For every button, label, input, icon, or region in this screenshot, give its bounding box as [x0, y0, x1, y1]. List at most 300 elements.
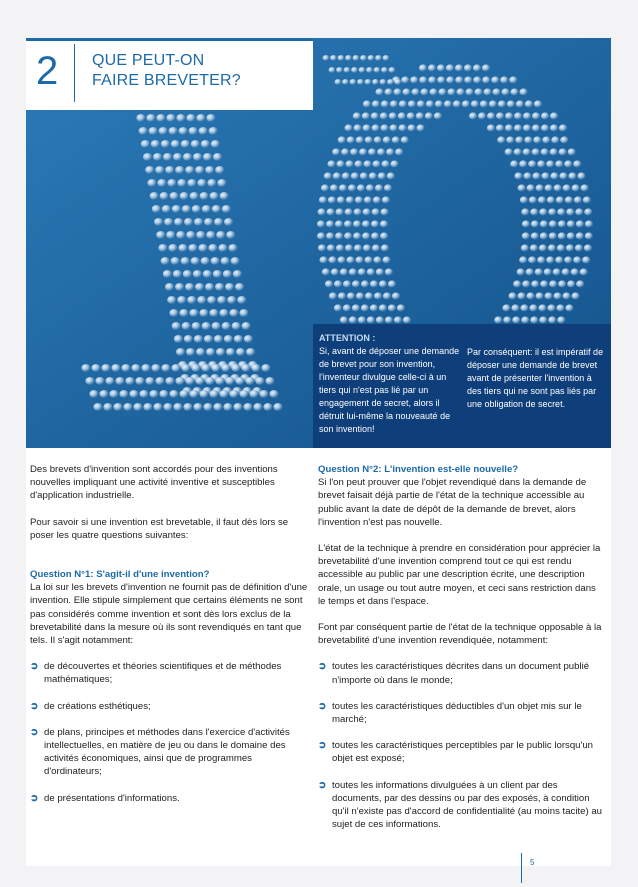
digit-bead [417, 100, 425, 107]
digit-bead [163, 153, 172, 161]
digit-bead [385, 316, 393, 323]
digit-bead [419, 76, 427, 83]
digit-bead [482, 76, 490, 83]
digit-bead [89, 390, 98, 398]
digit-bead [374, 292, 382, 299]
digit-bead [81, 364, 90, 372]
digit-bead [529, 196, 537, 203]
digit-bead [184, 218, 193, 226]
digit-bead [212, 322, 221, 330]
digit-bead [357, 184, 365, 191]
digit-bead [344, 208, 352, 215]
digit-bead [547, 196, 555, 203]
digit-bead [340, 316, 348, 323]
digit-bead [214, 335, 223, 343]
digit-bead [335, 232, 343, 239]
digit-bead [362, 220, 370, 227]
digit-bead [381, 67, 388, 73]
arrow-icon: ➲ [30, 792, 39, 804]
digit-bead [557, 316, 565, 323]
digit-bead [550, 124, 558, 131]
digit-bead [446, 76, 454, 83]
digit-bead [213, 153, 222, 161]
digit-bead [353, 112, 361, 119]
digit-bead [576, 232, 584, 239]
digit-bead [145, 377, 154, 385]
digit-bead [235, 283, 244, 291]
digit-bead [532, 124, 540, 131]
digit-bead [155, 166, 164, 174]
digit-bead [567, 280, 575, 287]
digit-bead [572, 184, 580, 191]
digit-bead [328, 196, 336, 203]
digit-bead [535, 268, 543, 275]
digit-bead [213, 270, 222, 278]
digit-bead [185, 166, 194, 174]
digit-bead [211, 364, 220, 372]
digit-bead [198, 244, 207, 252]
digit-bead [437, 64, 445, 71]
digit-bead [577, 172, 585, 179]
arrow-icon: ➲ [318, 700, 327, 712]
digit-bead [549, 280, 557, 287]
digit-bead [329, 292, 337, 299]
digit-bead [163, 403, 172, 411]
digit-bead [338, 292, 346, 299]
digit-bead [502, 304, 510, 311]
digit-bead [478, 112, 486, 119]
digit-bead [189, 390, 198, 398]
digit-bead [154, 218, 163, 226]
digit-bead [194, 335, 203, 343]
digit-bead [375, 184, 383, 191]
digit-bead [541, 112, 549, 119]
digit-bead [382, 256, 390, 263]
digit-bead [269, 390, 278, 398]
digit-bead [527, 184, 535, 191]
digit-bead [232, 322, 241, 330]
digit-bead [166, 231, 175, 239]
digit-bead [473, 76, 481, 83]
digit-bead [526, 268, 534, 275]
intro-paragraph: Des brevets d'invention sont accordés pour des inventions nouvelles impliquant une activité inventive et susceptibles d'application industrielle. [30, 464, 278, 502]
digit-bead [323, 55, 330, 61]
digit-bead [352, 280, 360, 287]
digit-bead [473, 64, 481, 71]
digit-bead [368, 55, 375, 61]
digit-bead [374, 136, 382, 143]
arrow-icon: ➲ [318, 740, 327, 752]
digit-bead [344, 220, 352, 227]
digit-bead [205, 283, 214, 291]
digit-bead [223, 270, 232, 278]
digit-bead [334, 304, 342, 311]
digit-bead [179, 127, 188, 135]
digit-bead [235, 377, 244, 385]
digit-bead [542, 136, 550, 143]
digit-bead [331, 268, 339, 275]
digit-bead [384, 88, 392, 95]
digit-bead [339, 184, 347, 191]
digit-bead [519, 88, 527, 95]
digit-bead [321, 184, 329, 191]
digit-bead [156, 114, 165, 122]
digit-bead [521, 208, 529, 215]
top-margin-strip [26, 18, 611, 38]
digit-bead [518, 184, 526, 191]
digit-bead [342, 79, 349, 85]
digit-bead [377, 148, 385, 155]
digit-bead [568, 148, 576, 155]
digit-bead [330, 184, 338, 191]
digit-bead [347, 292, 355, 299]
digit-bead [226, 231, 235, 239]
digit-bead [514, 148, 522, 155]
digit-bead [206, 114, 215, 122]
digit-bead [156, 231, 165, 239]
digit-bead [563, 184, 571, 191]
digit-bead [534, 100, 542, 107]
digit-bead [158, 244, 167, 252]
digit-bead [239, 309, 248, 317]
digit-bead [186, 114, 195, 122]
digit-bead [194, 218, 203, 226]
digit-bead [420, 88, 428, 95]
digit-bead [387, 172, 395, 179]
digit-bead [559, 172, 567, 179]
digit-bead [494, 316, 502, 323]
digit-bead [189, 127, 198, 135]
list-item: ➲ toutes les informations divulguées à un client par des documents, par des dessins ou par des exposés, à condition qu'il n'existe pas d'accord de confidentialité (au moins tacite) au sujet de ces informations. [318, 779, 603, 831]
digit-bead [186, 231, 195, 239]
digit-bead [471, 100, 479, 107]
arrow-icon: ➲ [318, 779, 327, 791]
digit-bead [358, 316, 366, 323]
intro-paragraph-2: Pour savoir si une invention est brevetable, il faut dès lors se poser les quatre questions suivantes: [30, 516, 289, 541]
digit-bead [548, 316, 556, 323]
digit-bead [397, 304, 405, 311]
digit-bead [497, 136, 505, 143]
digit-bead [550, 112, 558, 119]
question-1-heading: Question N°1: S'agit-il d'une invention? [30, 569, 210, 581]
digit-bead [152, 205, 161, 213]
digit-bead [209, 127, 218, 135]
digit-bead [556, 304, 564, 311]
digit-bead [483, 88, 491, 95]
digit-bead [167, 296, 176, 304]
digit-bead [101, 364, 110, 372]
digit-bead [338, 55, 345, 61]
digit-bead [571, 292, 579, 299]
digit-bead [191, 364, 200, 372]
digit-bead [219, 390, 228, 398]
digit-bead [125, 377, 134, 385]
digit-bead [515, 136, 523, 143]
digit-bead [318, 244, 326, 251]
digit-bead [390, 100, 398, 107]
digit-bead [367, 268, 375, 275]
digit-bead [338, 136, 346, 143]
digit-bead [531, 232, 539, 239]
digit-bead [562, 268, 570, 275]
digit-bead [566, 208, 574, 215]
digit-bead [357, 79, 364, 85]
digit-bead [540, 232, 548, 239]
digit-bead [136, 114, 145, 122]
digit-bead [225, 283, 234, 291]
digit-bead [335, 220, 343, 227]
digit-bead [367, 316, 375, 323]
digit-bead [165, 377, 174, 385]
digit-bead [393, 88, 401, 95]
digit-bead [197, 179, 206, 187]
digit-bead [537, 160, 545, 167]
digit-bead [143, 153, 152, 161]
digit-bead [202, 205, 211, 213]
digit-bead [455, 64, 463, 71]
digit-bead [372, 244, 380, 251]
digit-bead [237, 296, 246, 304]
digit-bead [233, 403, 242, 411]
digit-bead [366, 67, 373, 73]
digit-bead [196, 114, 205, 122]
digit-bead [332, 148, 340, 155]
digit-bead [228, 244, 237, 252]
digit-bead [233, 270, 242, 278]
digit-bead [341, 148, 349, 155]
list-item: ➲ toutes les caractéristiques déductibles d'un objet mis sur le marché; [318, 700, 582, 726]
digit-bead [215, 377, 224, 385]
digit-bead [181, 364, 190, 372]
digit-bead [169, 127, 178, 135]
digit-bead [165, 283, 174, 291]
digit-bead [151, 140, 160, 148]
digit-bead [210, 192, 219, 200]
digit-bead [514, 112, 522, 119]
title-top-rule [26, 38, 313, 41]
digit-bead [171, 364, 180, 372]
digit-bead [246, 348, 255, 356]
digit-bead [340, 268, 348, 275]
digit-bead [231, 364, 240, 372]
digit-bead [517, 268, 525, 275]
digit-bead [455, 76, 463, 83]
digit-bead [163, 270, 172, 278]
digit-bead [487, 124, 495, 131]
digit-bead [178, 244, 187, 252]
digit-bead [226, 348, 235, 356]
digit-bead [343, 280, 351, 287]
digit-bead [538, 304, 546, 311]
digit-bead [506, 136, 514, 143]
digit-bead [216, 348, 225, 356]
digit-bead [582, 256, 590, 263]
digit-bead [380, 79, 387, 85]
digit-bead [147, 179, 156, 187]
digit-bead [555, 160, 563, 167]
digit-bead [546, 256, 554, 263]
list-item: ➲ de plans, principes et méthodes dans l'exercice d'activités intellectuelles, en matière de jeu ou dans le domaine des activités économiques, ainsi que de programmes d'ordinateurs; [30, 726, 290, 778]
prior-art-list [318, 660, 604, 831]
digit-bead [362, 208, 370, 215]
digit-bead [346, 256, 354, 263]
digit-bead [201, 364, 210, 372]
digit-bead [180, 192, 189, 200]
notice-right-text: Par conséquent: il est impératif de déposer une demande de brevet avant de présenter l'invention à des tiers qui ne sont pas liés par une obligation de secret. [467, 347, 604, 409]
digit-bead [462, 100, 470, 107]
digit-bead [492, 88, 500, 95]
digit-bead [564, 160, 572, 167]
digit-bead [161, 257, 170, 265]
digit-bead [584, 208, 592, 215]
digit-bead [371, 220, 379, 227]
digit-bead [407, 124, 415, 131]
digit-bead [381, 244, 389, 251]
digit-bead [384, 184, 392, 191]
digit-bead [173, 270, 182, 278]
digit-bead [568, 172, 576, 179]
digit-bead [371, 112, 379, 119]
digit-bead [573, 256, 581, 263]
digit-bead [583, 196, 591, 203]
digit-bead [496, 124, 504, 131]
digit-bead [111, 364, 120, 372]
digit-bead [351, 67, 358, 73]
digit-bead [392, 292, 400, 299]
digit-bead [562, 292, 570, 299]
digit-bead [95, 377, 104, 385]
digit-bead [535, 292, 543, 299]
digit-bead [224, 335, 233, 343]
digit-bead [446, 64, 454, 71]
digit-bead [456, 88, 464, 95]
digit-bead [558, 220, 566, 227]
digit-bead [221, 364, 230, 372]
digit-bead [159, 390, 168, 398]
digit-bead [573, 160, 581, 167]
digit-bead [407, 112, 415, 119]
digit-bead [372, 100, 380, 107]
digit-bead [548, 208, 556, 215]
digit-bead [523, 148, 531, 155]
digit-bead [249, 390, 258, 398]
digit-bead [503, 316, 511, 323]
digit-bead [175, 283, 184, 291]
digit-bead [173, 153, 182, 161]
digit-bead [171, 140, 180, 148]
digit-bead [376, 316, 384, 323]
digit-bead [532, 172, 540, 179]
digit-bead [351, 172, 359, 179]
digit-bead [531, 220, 539, 227]
digit-bead [559, 148, 567, 155]
digit-bead [204, 218, 213, 226]
digit-bead [203, 270, 212, 278]
digit-bead [352, 304, 360, 311]
digit-bead [342, 172, 350, 179]
digit-bead [149, 127, 158, 135]
digit-bead [229, 309, 238, 317]
digit-bead [501, 88, 509, 95]
digit-bead [322, 268, 330, 275]
digit-bead [153, 153, 162, 161]
digit-bead [514, 172, 522, 179]
digit-bead [529, 304, 537, 311]
digit-bead [516, 100, 524, 107]
digit-bead [365, 79, 372, 85]
digit-bead [176, 348, 185, 356]
digit-bead [575, 244, 583, 251]
digit-bead [220, 192, 229, 200]
digit-bead [539, 244, 547, 251]
digit-bead [370, 280, 378, 287]
digit-bead [382, 196, 390, 203]
digit-bead [507, 100, 515, 107]
digit-bead [205, 166, 214, 174]
digit-bead [225, 377, 234, 385]
digit-bead [553, 292, 561, 299]
digit-bead [157, 179, 166, 187]
digit-bead [192, 322, 201, 330]
digit-bead [183, 270, 192, 278]
digit-bead [191, 257, 200, 265]
digit-bead [401, 136, 409, 143]
digit-bead [337, 196, 345, 203]
digit-bead [585, 220, 593, 227]
digit-bead [362, 124, 370, 131]
digit-bead [537, 256, 545, 263]
digit-bead [520, 304, 528, 311]
digit-bead [208, 244, 217, 252]
digit-bead [161, 364, 170, 372]
digit-bead [532, 112, 540, 119]
digit-bead [166, 114, 175, 122]
digit-bead [398, 124, 406, 131]
digit-bead [539, 208, 547, 215]
notice-label: ATTENTION : [319, 333, 376, 343]
digit-bead [335, 208, 343, 215]
digit-bead [193, 153, 202, 161]
digit-bead [239, 390, 248, 398]
digit-bead [169, 390, 178, 398]
digit-bead [204, 335, 213, 343]
digit-bead [215, 283, 224, 291]
digit-bead [149, 390, 158, 398]
digit-bead [553, 268, 561, 275]
digit-bead [355, 196, 363, 203]
digit-bead [378, 172, 386, 179]
digit-bead [121, 364, 130, 372]
digit-bead [171, 257, 180, 265]
digit-bead [585, 232, 593, 239]
digit-bead [193, 403, 202, 411]
digit-bead [410, 76, 418, 83]
digit-bead [530, 208, 538, 215]
digit-bead [177, 179, 186, 187]
digit-bead [362, 112, 370, 119]
digit-bead [541, 124, 549, 131]
digit-bead [206, 231, 215, 239]
digit-bead [174, 335, 183, 343]
digit-bead [176, 231, 185, 239]
prior-art-paragraph: Font par conséquent partie de l'état de la technique opposable à la brevetabilité d'une invention revendiquée, notamment: [318, 622, 602, 647]
attention-notice-box [313, 324, 611, 448]
digit-bead [558, 280, 566, 287]
digit-bead [371, 232, 379, 239]
digit-bead [540, 280, 548, 287]
digit-bead [538, 196, 546, 203]
digit-bead [129, 390, 138, 398]
